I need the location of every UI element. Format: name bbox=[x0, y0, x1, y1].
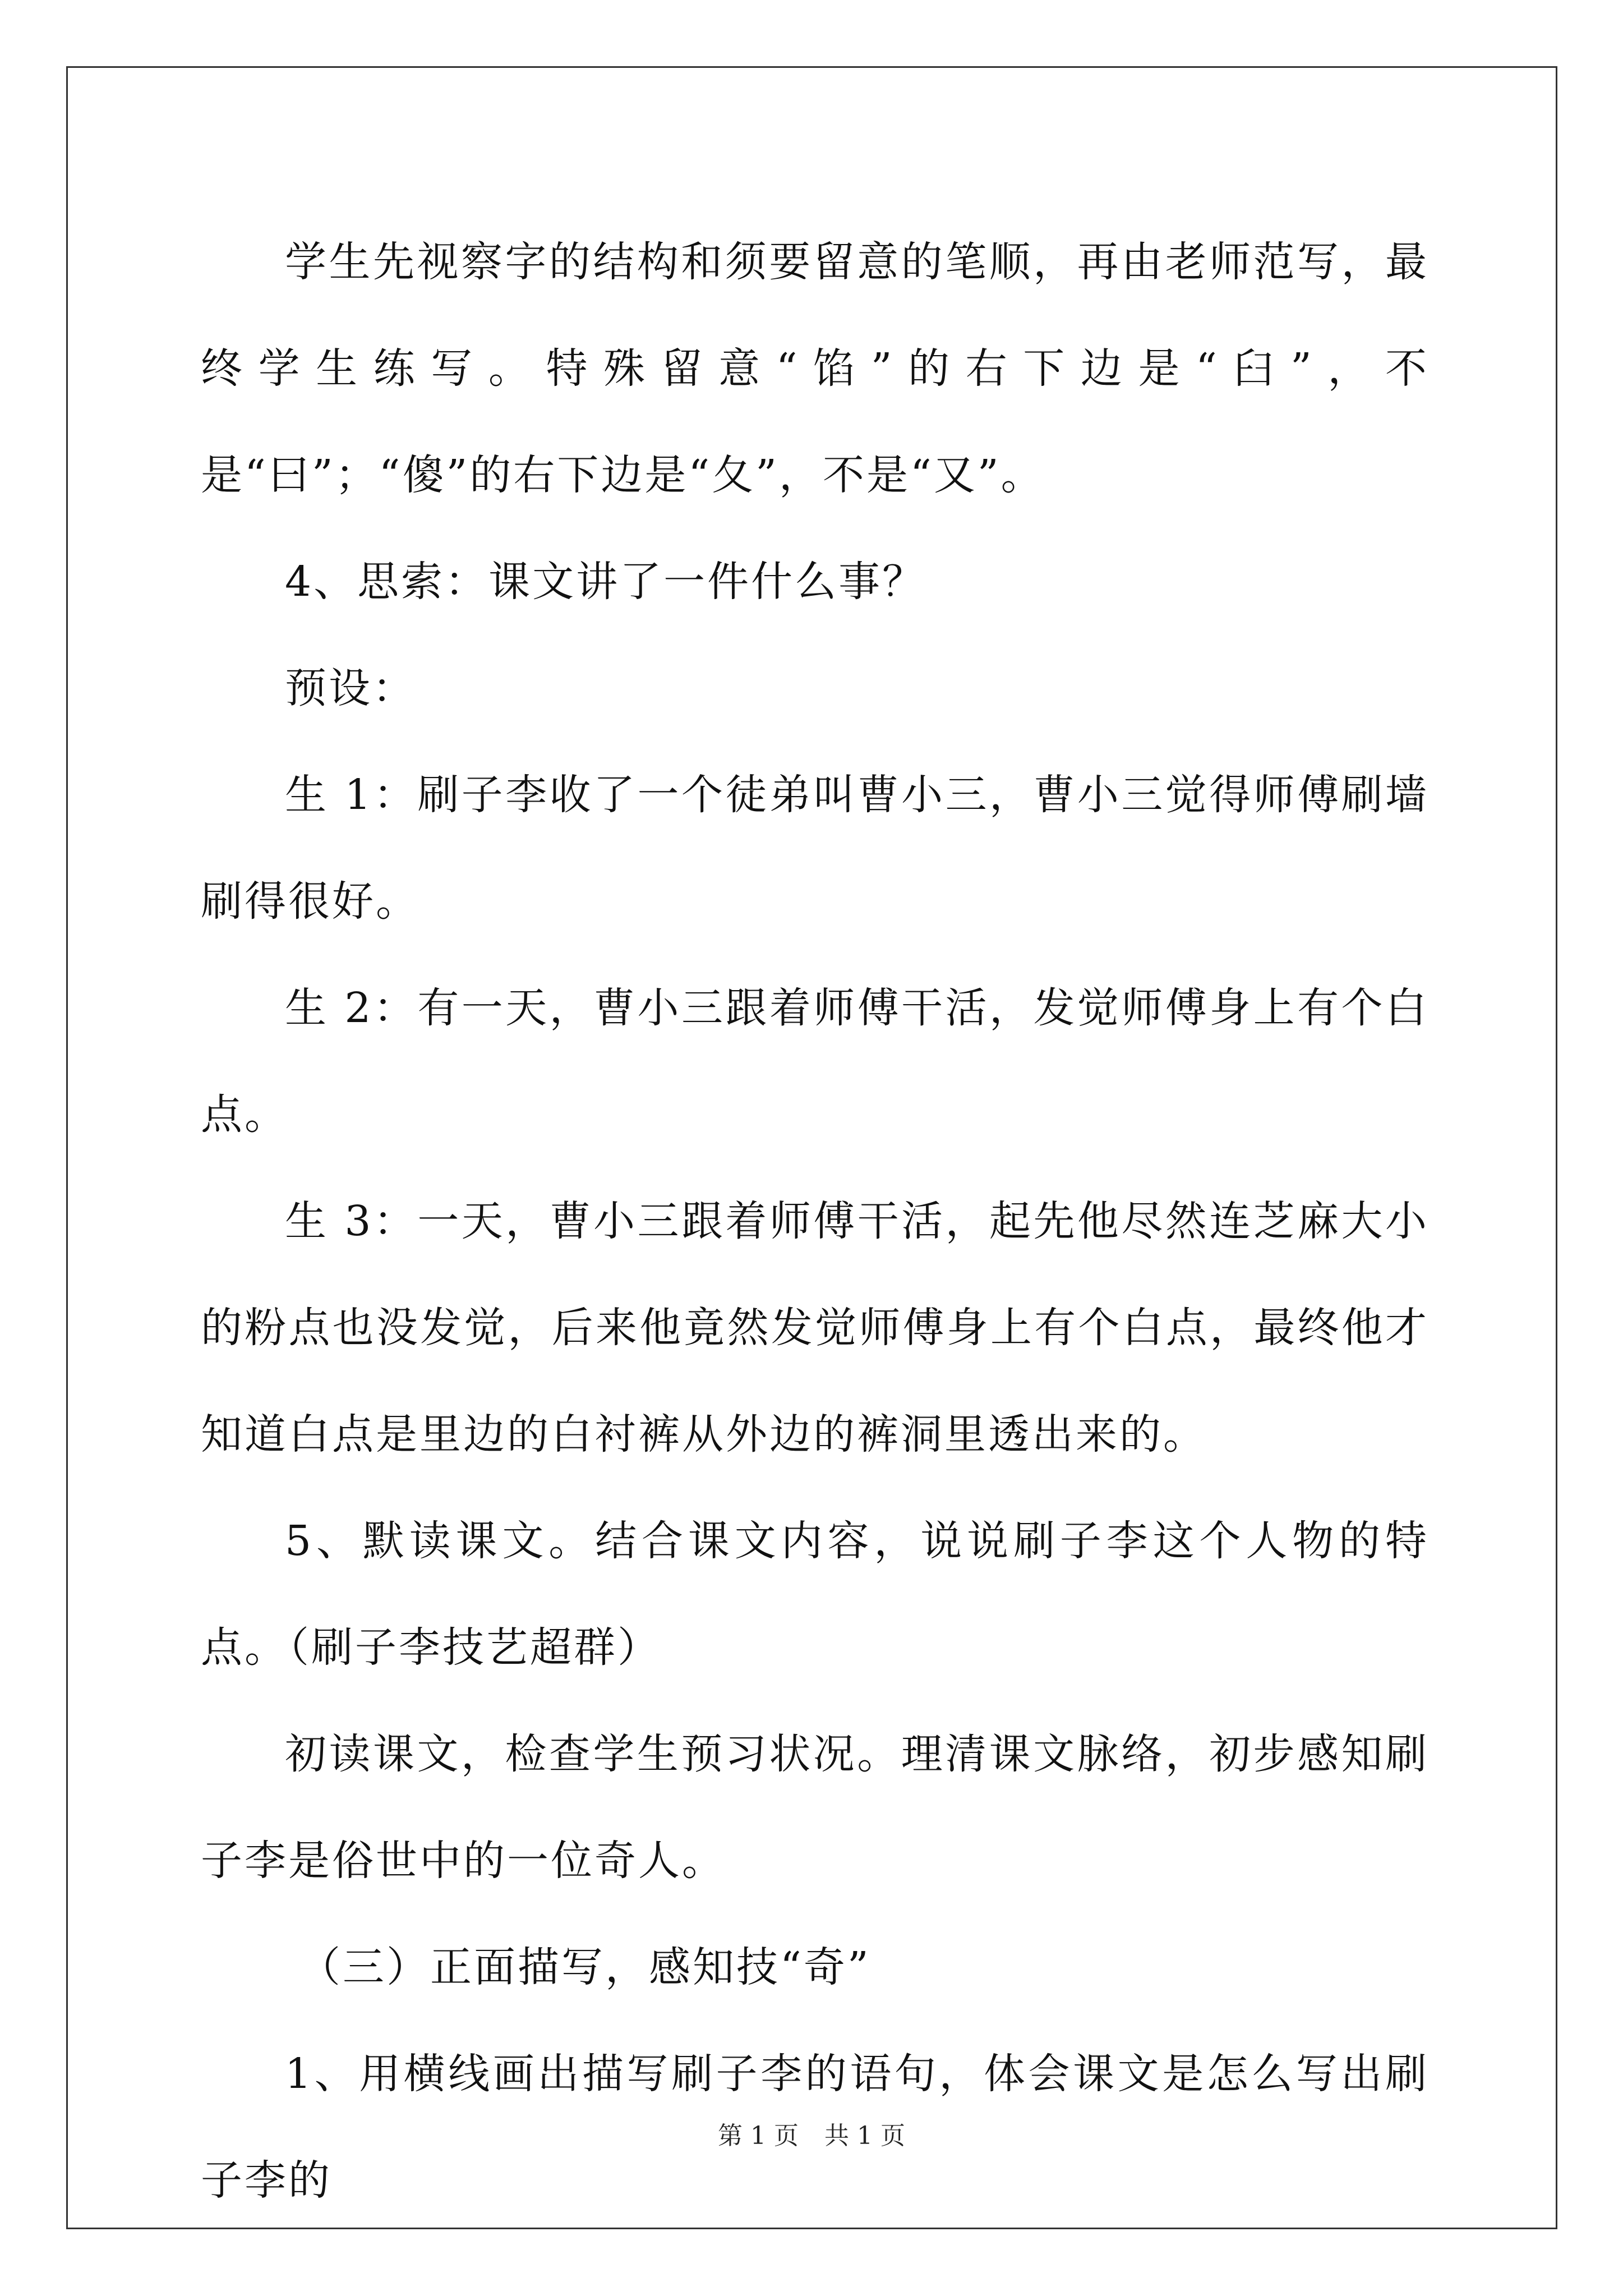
page-number-total: 共 1 页 bbox=[824, 2122, 905, 2150]
paragraph-question-4: 4、思索：课文讲了一件什么事？ bbox=[285, 558, 926, 606]
paragraph-preset-label: 预设： bbox=[285, 664, 416, 712]
page-number-current: 第 1 页 bbox=[718, 2122, 799, 2150]
paragraph-first-reading: 初读课文，检查学生预习状况。理清课文脉络，初步感知刷子李是俗世中的一位奇人。 bbox=[201, 1730, 1429, 1885]
paragraph-student-3: 生 3：一天，曹小三跟着师傅干活，起先他尽然连芝麻大小的粉点也没发觉，后来他竟然发觉师傅身上有个白点，最终他才知道白点是里边的白衬裤从外边的裤洞里透出来的。 bbox=[201, 1197, 1429, 1458]
paragraph-task-1: 1、用横线画出描写刷子李的语句，体会课文是怎么写出刷子李的 bbox=[201, 2050, 1429, 2205]
page-footer bbox=[0, 2119, 1623, 2153]
paragraph-student-2: 生 2：有一天，曹小三跟着师傅干活，发觉师傅身上有个白点。 bbox=[201, 984, 1429, 1139]
paragraph-writing-practice: 学生先视察字的结构和须要留意的笔顺，再由老师范写，最终学生练写。特殊留意“馅”的右下边是“臼”，不是“曰”；“傻”的右下边是“夂”，不是“又”。 bbox=[201, 238, 1429, 499]
paragraph-question-5: 5、默读课文。结合课文内容，说说刷子李这个人物的特点。（刷子李技艺超群） bbox=[201, 1517, 1429, 1672]
section-heading-three: （三）正面描写，感知技“奇” bbox=[299, 1943, 871, 1991]
paragraph-student-1: 生 1：刷子李收了一个徒弟叫曹小三，曹小三觉得师傅刷墙刷得很好。 bbox=[201, 771, 1429, 926]
document-body bbox=[201, 209, 1429, 2234]
